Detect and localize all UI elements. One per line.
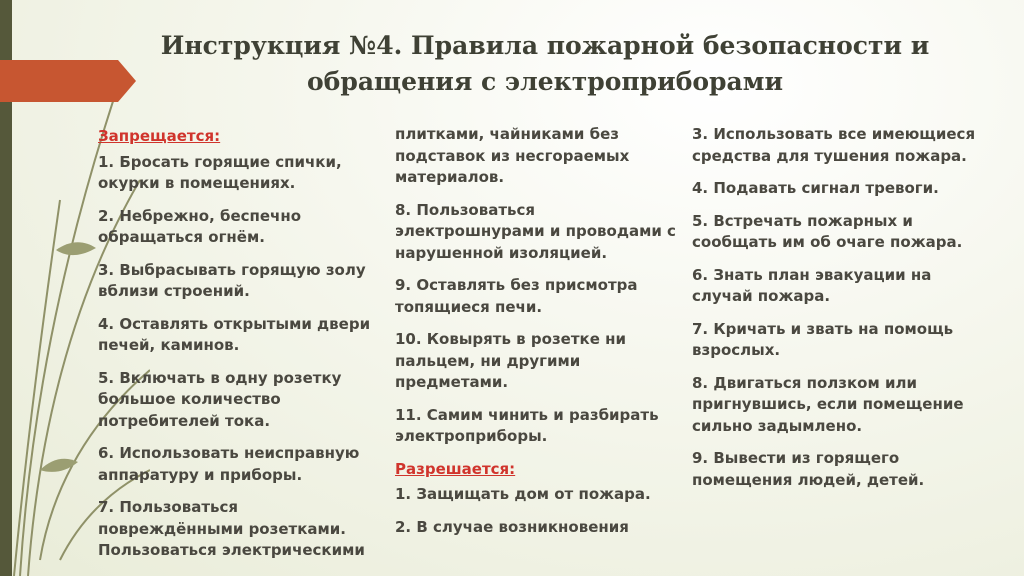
rule-item: 2. В случае возникновения	[395, 517, 629, 536]
rule-item: 7. Кричать и звать на помощь взрослых.	[692, 319, 954, 359]
allowed-heading: Разрешается:	[395, 459, 516, 478]
rule-item: 3. Использовать все имеющиеся средства для тушения пожара.	[692, 125, 976, 165]
rule-item: 3. Выбрасывать горящую золу вблизи строений.	[98, 260, 366, 300]
rule-item: 4. Подавать сигнал тревоги.	[692, 179, 939, 197]
title-line-1: Инструкция №4. Правила пожарной безопасности и	[160, 31, 930, 60]
column-3	[692, 124, 982, 574]
rule-item: плитками, чайниками без подставок из несгораемых материалов.	[395, 125, 630, 186]
rule-item: 11. Самим чинить и разбирать электроприборы.	[395, 405, 659, 445]
column-1	[98, 126, 388, 576]
rule-item: 9. Вывести из горящего помещения людей, детей.	[692, 449, 925, 489]
rule-item: 9. Оставлять без присмотра топящиеся печи.	[395, 276, 638, 316]
rule-item: 10. Ковырять в розетке ни пальцем, ни другими предметами.	[395, 330, 626, 391]
rule-item: 6. Использовать неисправную аппаратуру и приборы.	[98, 444, 360, 484]
rule-item: 5. Встречать пожарных и сообщать им об очаге пожара.	[692, 211, 963, 251]
page-title	[120, 28, 970, 100]
rule-item: 5. Включать в одну розетку большое количество потребителей тока.	[98, 368, 342, 430]
rule-item: 7. Пользоваться повреждёнными розетками. Пользоваться электрическими	[98, 498, 365, 559]
rule-item: 4. Оставлять открытыми двери печей, каминов.	[98, 314, 371, 354]
column-2	[395, 124, 680, 574]
rule-item: 1. Защищать дом от пожара.	[395, 485, 651, 503]
rule-item: 8. Двигаться ползком или пригнувшись, если помещение сильно задымлено.	[692, 373, 964, 435]
rule-item: 8. Пользоваться электрошнурами и проводами с нарушенной изоляцией.	[395, 200, 676, 262]
rule-item: 1. Бросать горящие спички, окурки в помещениях.	[98, 152, 342, 192]
title-arrow-icon	[0, 60, 140, 102]
title-line-2: обращения с электроприборами	[307, 67, 783, 96]
rule-item: 6. Знать план эвакуации на случай пожара.	[692, 265, 932, 305]
rule-item: 2. Небрежно, беспечно обращаться огнём.	[98, 206, 302, 246]
prohibited-heading: Запрещается:	[98, 127, 221, 145]
